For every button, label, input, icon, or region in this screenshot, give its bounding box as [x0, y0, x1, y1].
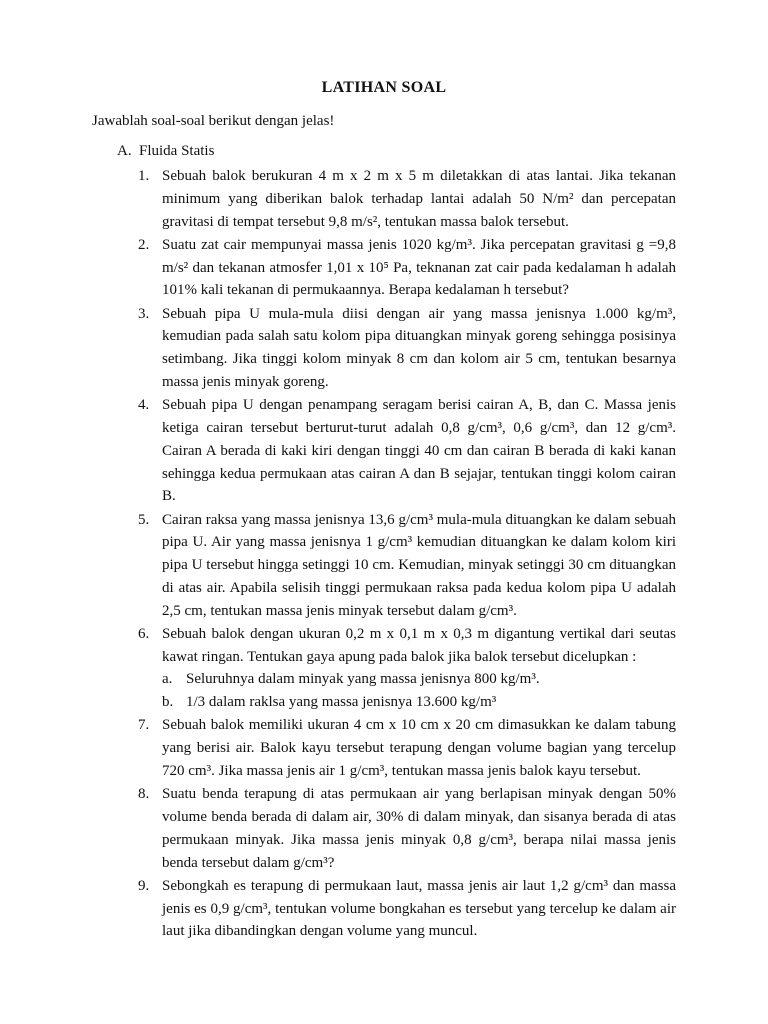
section-letter: A. [117, 143, 132, 159]
question-number: 9. [138, 877, 150, 894]
question-item [138, 234, 676, 302]
question-number: 8. [138, 786, 150, 803]
instruction-text: Jawablah soal-soal berikut dengan jelas! [92, 113, 335, 129]
question-number: 7. [138, 717, 150, 734]
question-list [138, 165, 676, 944]
sub-question-item [162, 668, 676, 691]
question-number: 6. [138, 625, 150, 642]
question-item [138, 875, 676, 943]
question-text: Sebuah pipa U dengan penampang seragam berisi cairan A, B, dan C. Massa jenis ketiga cairan tersebut berturut-turut adalah 0,8 g/cm³, 0,6 g/cm³, dan 12 g/cm³. Cairan A berada di kaki kiri dengan tinggi 40 cm dan cairan B berada di kaki kanan sehingga kedua permukaan atas cairan A dan B sejajar, tentukan tinggi kolom cairan B. [162, 397, 676, 505]
question-text: Suatu benda terapung di atas permukaan air yang berlapisan minyak dengan 50% volume benda berada di dalam air, 30% di dalam minyak, dan sisanya berada di atas permukaan minyak. Jika massa jenis minyak 0,8 g/cm³, berapa nilai massa jenis benda tersebut dalam g/cm³? [162, 786, 676, 871]
question-text: Sebuah balok berukuran 4 m x 2 m x 5 m diletakkan di atas lantai. Jika tekanan minimum yang diberikan balok terhadap lantai adalah 50 N/m² dan percepatan gravitasi di tempat tersebut 9,8 m/s², tentukan massa balok tersebut. [162, 168, 676, 230]
question-number: 2. [138, 236, 150, 253]
section-heading [117, 143, 214, 160]
question-text: Suatu zat cair mempunyai massa jenis 1020 kg/m³. Jika percepatan gravitasi g =9,8 m/s² dan tekanan atmosfer 1,01 x 10⁵ Pa, teknanan zat cair pada kedalaman h adalah 101% kali tekanan di permukaannya. Berapa kedalaman h tersebut? [162, 236, 676, 299]
page-title: LATIHAN SOAL [321, 79, 447, 96]
question-number: 1. [138, 168, 150, 184]
question-text: Sebuah balok dengan ukuran 0,2 m x 0,1 m x 0,3 m digantung vertikal dari seutas kawat ringan. Tentukan gaya apung pada balok jika balok tersebut dicelupkan : [162, 625, 676, 665]
sub-question-letter: b. [162, 694, 174, 711]
section-label: Fluida Statis [139, 143, 215, 159]
sub-question-text: Seluruhnya dalam minyak yang massa jenisnya 800 kg/m³. [186, 671, 540, 688]
question-text: Cairan raksa yang massa jenisnya 13,6 g/cm³ mula-mula dituangkan ke dalam sebuah pipa U. Air yang massa jenisnya 1 g/cm³ kemudian dituangkan ke dalam kolom kiri pipa U tersebut hingga setinggi 10 cm. Kemudian, minyak setinggi 30 cm dituangkan di atas air. Apabila selisih tinggi permukaan raksa pada kedua kolom pipa U adalah 2,5 cm, tentukan massa jenis minyak tersebut dalam g/cm³. [162, 511, 676, 619]
question-number: 5. [138, 511, 150, 528]
question-item [138, 303, 676, 394]
question-item [138, 623, 676, 714]
question-item [138, 714, 676, 782]
question-item [138, 394, 676, 508]
sub-question-list [162, 668, 676, 714]
question-item [138, 783, 676, 874]
question-text: Sebuah pipa U mula-mula diisi dengan air yang massa jenisnya 1.000 kg/m³, kemudian pada salah satu kolom pipa dituangkan minyak goreng sehingga posisinya setimbang. Jika tinggi kolom minyak 8 cm dan kolom air 5 cm, tentukan besarnya massa jenis minyak goreng. [162, 305, 676, 390]
question-text: Sebongkah es terapung di permukaan laut, massa jenis air laut 1,2 g/cm³ dan massa jenis es 0,9 g/cm³, tentukan volume bongkahan es tersebut yang tercelup ke dalam air laut jika dibandingkan dengan volume yang muncul. [162, 877, 676, 940]
sub-question-item [162, 691, 676, 714]
sub-question-letter: a. [162, 671, 173, 688]
question-number: 4. [138, 397, 150, 414]
question-item [138, 509, 676, 623]
question-number: 3. [138, 305, 150, 322]
sub-question-text: 1/3 dalam raklsa yang massa jenisnya 13.600 kg/m³ [186, 694, 497, 711]
question-text: Sebuah balok memiliki ukuran 4 cm x 10 cm x 20 cm dimasukkan ke dalam tabung yang berisi air. Balok kayu tersebut terapung dengan volume bagian yang tercelup 720 cm³. Jika massa jenis air 1 g/cm³, tentukan massa jenis balok kayu tersebut. [162, 717, 676, 780]
question-item [138, 165, 676, 233]
